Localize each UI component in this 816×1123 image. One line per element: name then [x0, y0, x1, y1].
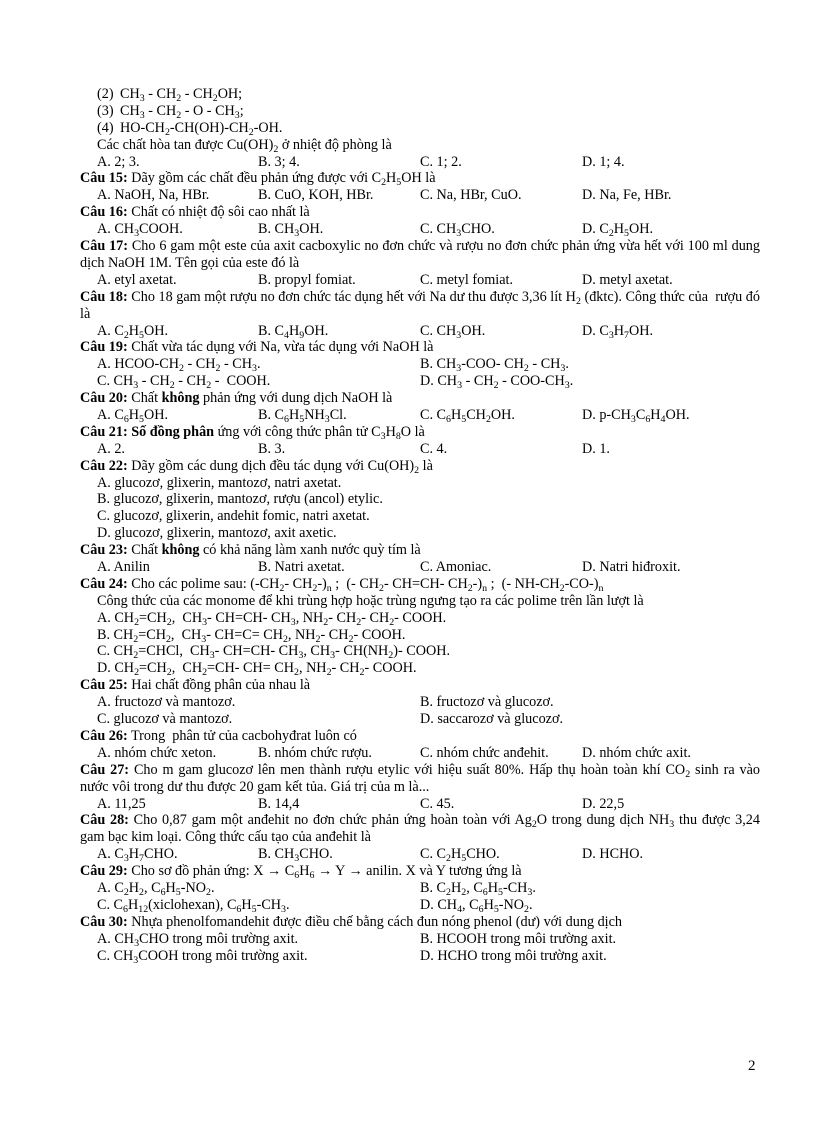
- text-line: D. $CH_2=CH_2$, $CH_2=CH-$ $CH= CH_2$, $NH_2-$ $CH_2-$ COOH.: [97, 660, 417, 679]
- answer-option: D. HCHO.: [582, 846, 644, 863]
- answer-option: A. nhóm chức xeton.: [97, 744, 217, 761]
- answer-option: B. 3; 4.: [258, 153, 300, 170]
- answer-options-row: [80, 694, 760, 711]
- answer-option: D. metyl axetat.: [582, 271, 673, 288]
- question-number: Câu 23:: [80, 542, 128, 559]
- answer-option: C. $C_6H_{12}(xiclohexan)$, $C_6H_5-CH_3$.: [97, 896, 290, 915]
- question-stem: Câu 23: Chất không có khả năng làm xanh nước quỳ tím là: [80, 542, 421, 559]
- answer-options-row: [80, 745, 760, 762]
- answer-options-row: [80, 356, 760, 373]
- answer-option: A. NaOH, Na, HBr.: [97, 187, 210, 204]
- question-number: Câu 28:: [80, 812, 129, 829]
- answer-options-row: [80, 272, 760, 289]
- question-number: Câu 29:: [80, 863, 128, 880]
- text-line: B. glucozơ, glixerin, mantozơ, rượu (ancol) etylic.: [97, 491, 383, 508]
- answer-option: A. Anilin: [97, 559, 150, 575]
- question-number: Câu 26:: [80, 727, 128, 744]
- answer-option: A. $C_2H_2$, $C_6H_5-NO_2$.: [97, 879, 215, 898]
- question-stem: Câu 25: Hai chất đồng phân của nhau là: [80, 677, 311, 694]
- answer-option: B. 14,4: [258, 795, 300, 812]
- answer-option: C. $C_6H_5CH_2OH$.: [420, 406, 515, 425]
- text-line: C. glucozơ, glixerin, andehit fomic, natri axetat.: [97, 508, 370, 525]
- text-line: Các chất hòa tan được $Cu(OH)_2$ ở nhiệt độ phòng là: [97, 136, 392, 155]
- answer-option: D. $C_2H_5OH$.: [582, 221, 654, 240]
- answer-option: B. HCOOH trong môi trường axit.: [420, 930, 617, 947]
- question-stem: Câu 20: Chất không phản ứng với dung dịch NaOH là: [80, 390, 393, 407]
- answer-option: B. CuO, KOH, HBr.: [258, 187, 374, 204]
- answer-option: C. nhóm chức anđehit.: [420, 744, 549, 761]
- answer-option: C. metyl fomiat.: [420, 271, 513, 288]
- question-number: Câu 20:: [80, 390, 128, 407]
- question-number: Câu 19:: [80, 339, 128, 356]
- answer-option: A. etyl axetat.: [97, 271, 177, 288]
- answer-options-row: [80, 931, 760, 948]
- text-line: (3) $CH_3 - CH_2$ - O - $CH_3$;: [97, 102, 244, 121]
- question-number: Câu 30:: [80, 913, 128, 930]
- answer-option: D. nhóm chức axit.: [582, 744, 691, 761]
- answer-options-row: [80, 796, 760, 813]
- answer-option: D. 22,5: [582, 795, 625, 812]
- answer-option: B. $C_4H_9OH$.: [258, 322, 329, 341]
- question-stem: Câu 17: Cho 6 gam một este của axit cacboxylic no đơn chức và rượu no đơn chức phản ứng vừa hết với 100 ml dung dịch NaOH 1M. Tên gọi của este đó là: [80, 238, 760, 271]
- answer-options-row: [80, 154, 760, 171]
- question-stem: Câu 28: Cho 0,87 gam một anđehit no đơn chức phản ứng hoàn toàn với $Ag_2O$ trong dung dịch $NH_3$ thu được 3,24 gam bạc kim loại. Công thức cấu tạo của anđehit là: [80, 812, 760, 846]
- answer-option: C. 4.: [420, 440, 448, 457]
- answer-options-row: [80, 711, 760, 728]
- question-number: Câu 22:: [80, 457, 128, 474]
- answer-option: C. $CH_3COOH$ trong môi trường axit.: [97, 947, 308, 966]
- question-stem: Câu 18: Cho 18 gam một rượu no đơn chức tác dụng hết với Na dư thu được 3,36 lít $H_2$ (đktc). Công thức của rượu đó là: [80, 288, 760, 322]
- answer-option: C. 1; 2.: [420, 153, 462, 170]
- question-stem: Câu 29: Cho sơ đồ phản ứng: $X \to C_6H_6 \to Y$ → anilin. X và Y tương ứng là: [80, 863, 522, 882]
- question-number: Câu 24:: [80, 575, 128, 592]
- answer-option: D. Natri hiđroxit.: [582, 559, 681, 575]
- answer-option: B. propyl fomiat.: [258, 271, 356, 288]
- answer-option: D. $C_3H_7OH$.: [582, 322, 654, 341]
- text-line: A. glucozơ, glixerin, mantozơ, natri axetat.: [97, 474, 342, 491]
- answer-option: A. $CH_3CHO$ trong môi trường axit.: [97, 930, 299, 949]
- answer-option: B. 3.: [258, 440, 286, 457]
- answer-option: D. $p-CH_3C_6H_4OH$.: [582, 406, 690, 425]
- answer-options-row: [80, 373, 760, 390]
- answer-option: D. $CH_3 - CH_2 - COO-CH_3$.: [420, 373, 574, 392]
- answer-options-row: [80, 441, 760, 458]
- answer-option: B. $CH_3OH$.: [258, 221, 324, 240]
- page-number: 2: [748, 1058, 756, 1074]
- question-number: Câu 25:: [80, 677, 128, 694]
- question-number: Câu 16:: [80, 204, 128, 221]
- answer-option: D. 1; 4.: [582, 153, 625, 170]
- question-stem: Câu 24: Cho các polime sau: ($-CH_2-$ $CH_2-)_n$ ; (- $CH_2-$ CH=CH- $CH_2-)_n$ ; (- $NH-CH_2-CO-)_n$: [80, 575, 604, 594]
- answer-option: C. $C_2H_5CHO$.: [420, 846, 500, 865]
- question-number: Câu 15:: [80, 170, 128, 187]
- question-number: Câu 18:: [80, 288, 128, 305]
- answer-option: C. 45.: [420, 795, 455, 812]
- answer-option: B. $C_2H_2$, $C_6H_5-CH_3$.: [420, 879, 536, 898]
- text-line: Công thức của các monome để khi trùng hợp hoặc trùng ngưng tạo ra các polime trên lần lượt là: [97, 592, 644, 609]
- question-stem: Câu 16: Chất có nhiệt độ sôi cao nhất là: [80, 204, 310, 221]
- answer-option: C. $CH_3OH$.: [420, 322, 486, 341]
- answer-options-row: [80, 846, 760, 863]
- answer-option: B. $C_6H_5NH_3Cl$.: [258, 406, 347, 425]
- answer-option: D. Na, Fe, HBr.: [582, 187, 672, 204]
- answer-option: D. HCHO trong môi trường axit.: [420, 947, 607, 964]
- text-line: (4) $HO-CH_2-CH(OH)-CH_2-OH$.: [97, 119, 283, 138]
- question-number: Câu 21:: [80, 423, 128, 440]
- answer-options-row: [80, 187, 760, 204]
- answer-options-row: [80, 948, 760, 965]
- answer-options-row: [80, 559, 760, 576]
- answer-option: B. $CH_3CHO$.: [258, 846, 333, 865]
- answer-option: B. Natri axetat.: [258, 559, 345, 575]
- answer-option: A. 11,25: [97, 795, 146, 812]
- answer-options-row: [80, 221, 760, 238]
- text-line: C. $CH_2=CHCl$, $CH_3-$ CH=CH- $CH_3$, $CH_3-$ $CH(NH_2)-$ COOH.: [97, 643, 451, 662]
- question-stem: Câu 15: Dãy gồm các chất đều phản ứng được với $C_2H_5OH$ là: [80, 170, 436, 189]
- question-number: Câu 27:: [80, 761, 130, 778]
- question-stem: Câu 21: Số đồng phân ứng với công thức phân tử $C_3H_8O$ là: [80, 423, 425, 442]
- question-stem: Câu 19: Chất vừa tác dụng với Na, vừa tác dụng với NaOH là: [80, 339, 434, 356]
- answer-option: D. 1.: [582, 440, 610, 457]
- answer-option: C. Na, HBr, CuO.: [420, 187, 522, 204]
- answer-option: A. 2.: [97, 440, 125, 457]
- answer-options-row: [80, 880, 760, 897]
- answer-option: C. glucozơ và mantozơ.: [97, 711, 233, 728]
- answer-option: A. HCOO-$CH_2 - CH_2 - CH_3$.: [97, 356, 261, 375]
- text-line: B. $CH_2=CH_2$, $CH_3-$ $CH=C= CH_2$, $NH_2-$ $CH_2-$ COOH.: [97, 626, 406, 645]
- answer-option: A. $C_6H_5OH$.: [97, 406, 169, 425]
- question-stem: Câu 22: Dãy gồm các dung dịch đều tác dụng với $Cu(OH)_2$ là: [80, 457, 433, 476]
- answer-options-row: [80, 897, 760, 914]
- document-body: [80, 86, 760, 964]
- answer-option: A. fructozơ và mantozơ.: [97, 694, 236, 711]
- answer-option: B. fructozơ và glucozơ.: [420, 694, 554, 711]
- answer-option: A. $C_3H_7CHO$.: [97, 846, 178, 865]
- answer-option: D. $CH_4$, $C_6H_5-NO_2$.: [420, 896, 533, 915]
- question-stem: Câu 27: Cho m gam glucozơ lên men thành rượu etylic với hiệu suất 80%. Hấp thụ hoàn toàn khí $CO_2$ sinh ra vào nước vôi trong dư thu được 20 gam kết tủa. Giá trị của m là...: [80, 761, 760, 795]
- answer-options-row: [80, 323, 760, 340]
- answer-option: C. $CH_3CHO$.: [420, 221, 495, 240]
- answer-option: D. saccarozơ và glucozơ.: [420, 711, 564, 728]
- answer-option: B. nhóm chức rượu.: [258, 744, 372, 761]
- text-line: (2) $CH_3 - CH_2 - CH_2OH$;: [97, 86, 243, 104]
- answer-option: C. $CH_3 - CH_2 - CH_2$ - COOH.: [97, 373, 271, 392]
- question-stem: Câu 30: Nhựa phenolfomandehit được điều chế bằng cách đun nóng phenol (dư) với dung dịch: [80, 913, 623, 930]
- answer-option: A. 2; 3.: [97, 153, 140, 170]
- question-stem: Câu 26: Trong phân tử của cacbohyđrat luôn có: [80, 727, 357, 744]
- answer-option: C. Amoniac.: [420, 559, 492, 575]
- question-number: Câu 17:: [80, 238, 128, 255]
- text-line: A. $CH_2=CH_2$, $CH_3-$ CH=CH- $CH_3$, $NH_2-$ $CH_2-$ $CH_2-$ COOH.: [97, 609, 447, 628]
- text-line: D. glucozơ, glixerin, mantozơ, axit axetic.: [97, 525, 337, 542]
- answer-option: A. $CH_3COOH$.: [97, 221, 183, 240]
- answer-option: A. $C_2H_5OH$.: [97, 322, 169, 341]
- answer-options-row: [80, 407, 760, 424]
- answer-option: B. $CH_3-COO-$ $CH_2 - CH_3$.: [420, 356, 569, 375]
